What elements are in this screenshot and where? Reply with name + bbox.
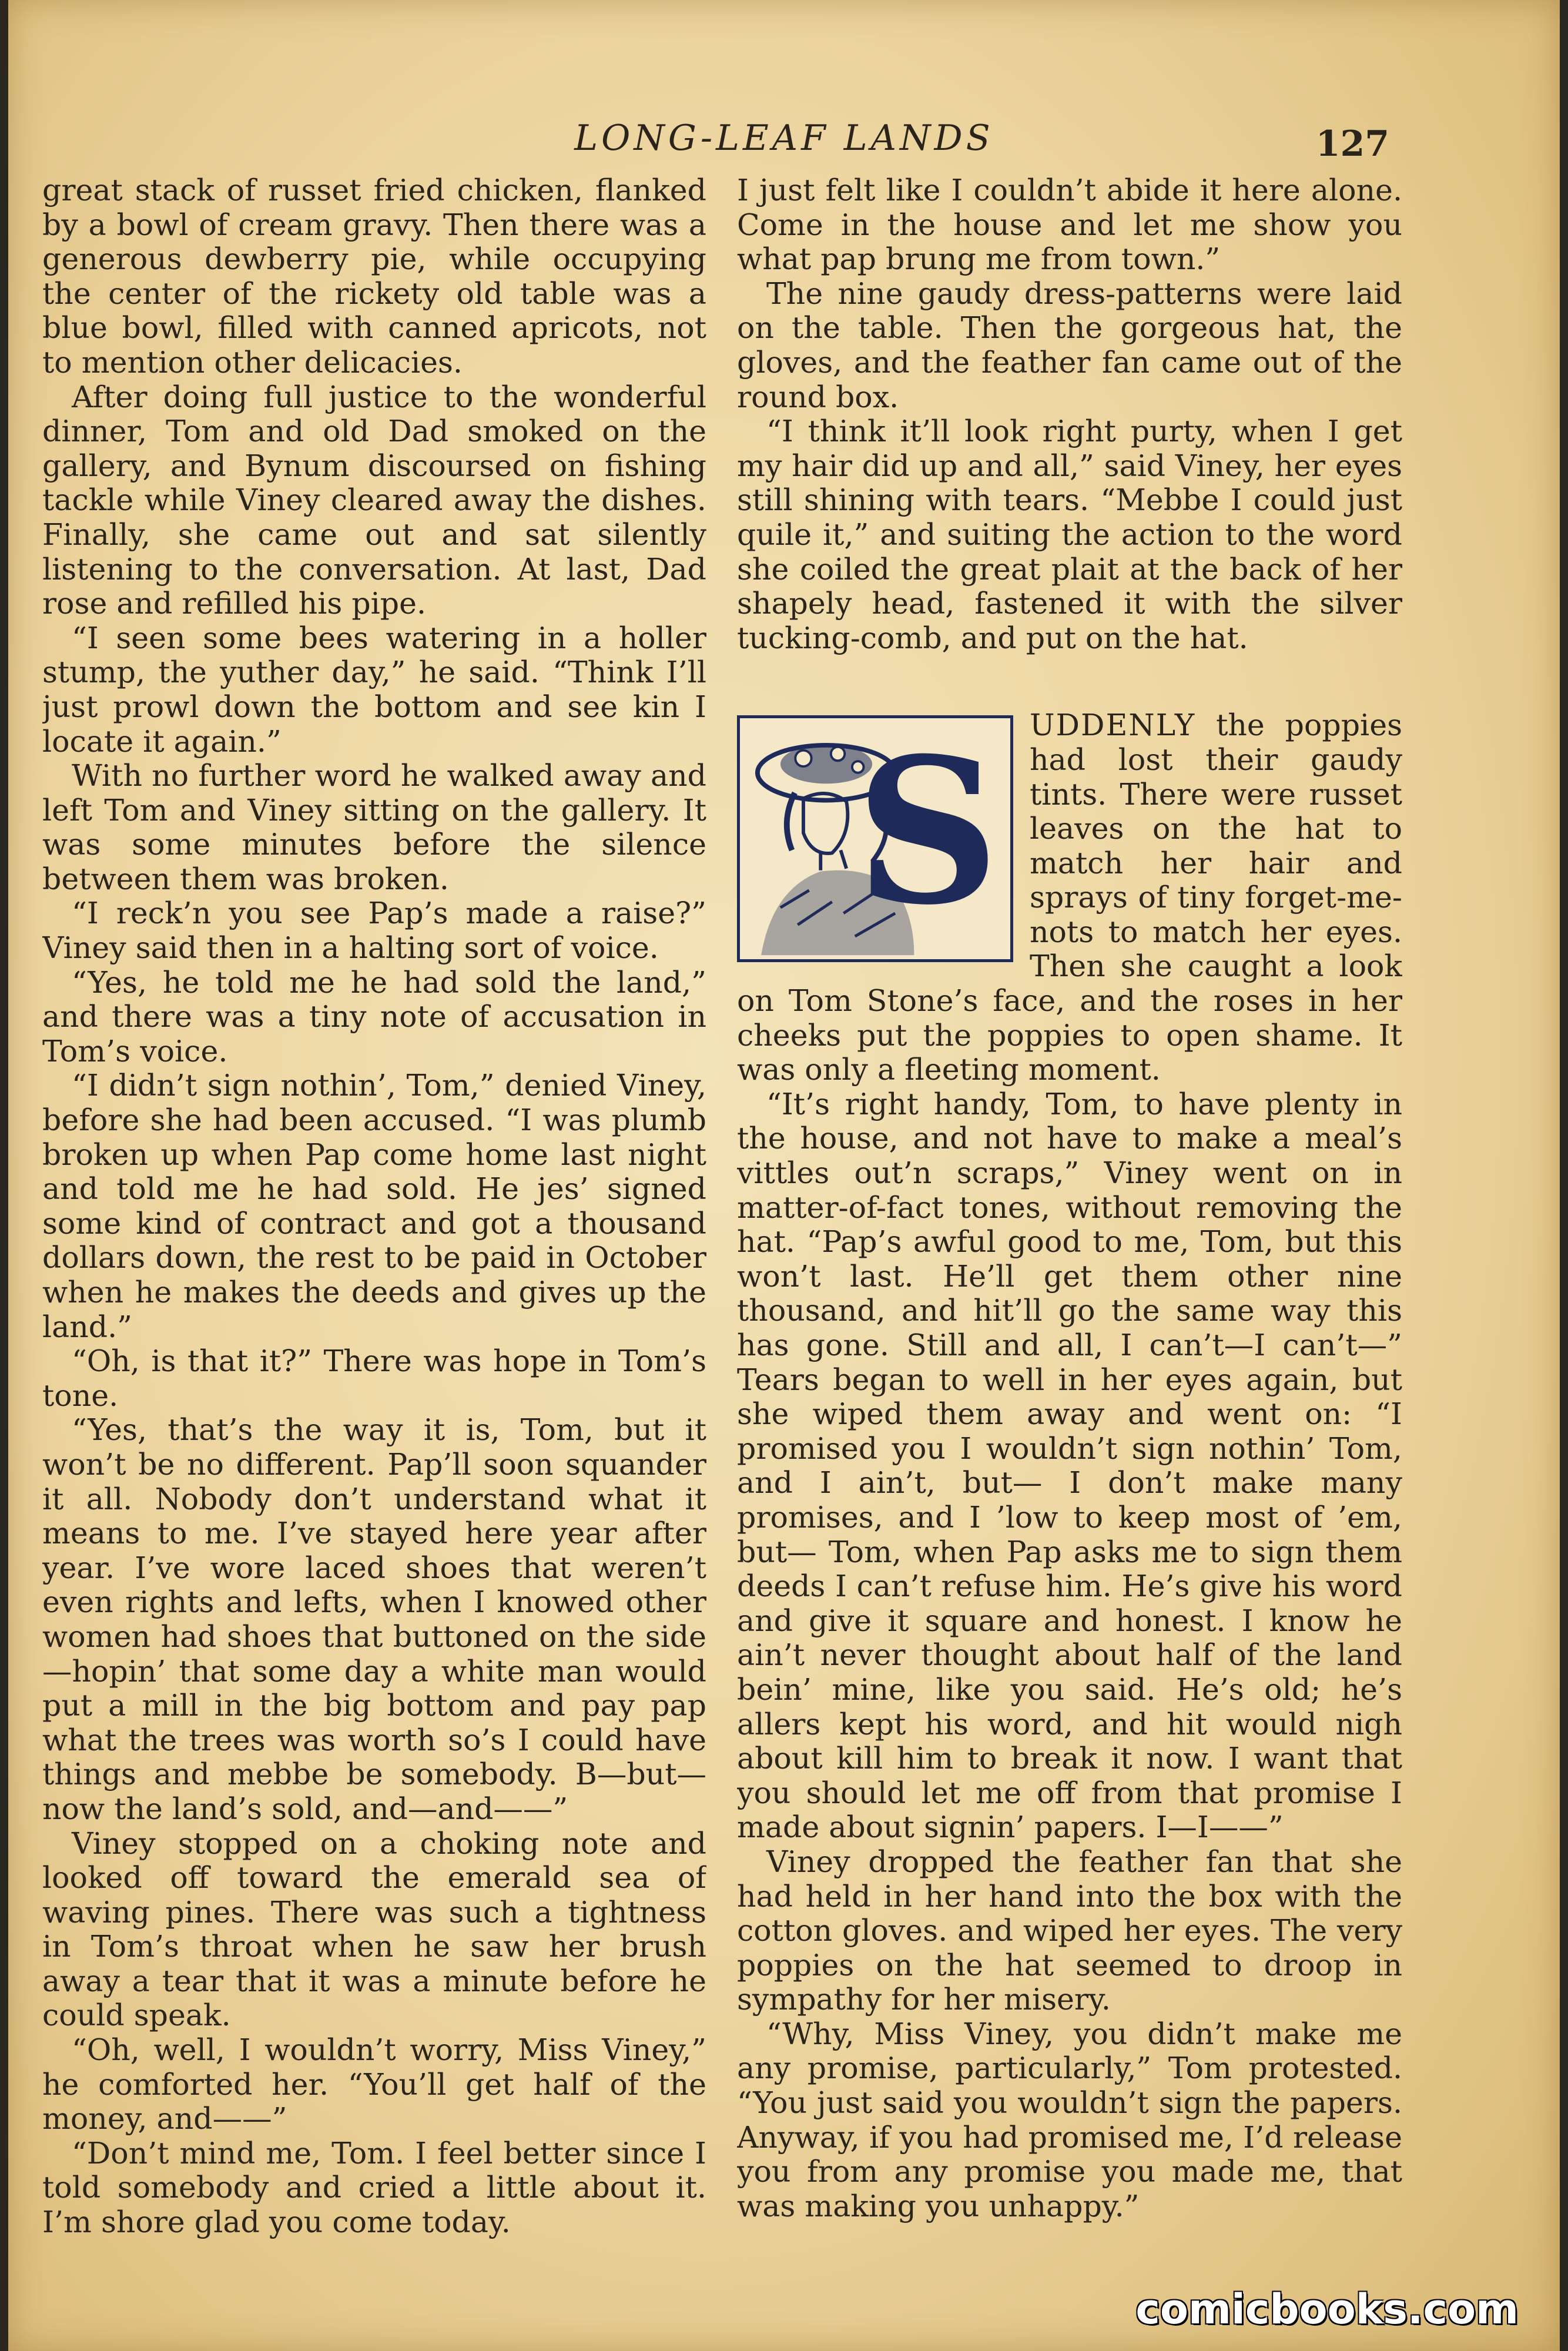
dropcap-letter: S — [855, 715, 1000, 950]
watermark: comicbooks.com — [1135, 2285, 1519, 2333]
illustrated-initial — [737, 715, 1013, 962]
paragraph: “Oh, well, I wouldn’t worry, Miss Viney,” he comforted her. “You’ll get half of the money, and——” — [42, 2032, 706, 2136]
dropcap-text: the poppies had lost their gaudy tints. There were russet leaves on the hat to match her hair and sprays of tiny forget-me-nots to match her eyes. Then she caught a look on Tom Stone’s face, and the roses in her cheeks put the poppies to open shame. It was only a fleeting moment. — [737, 708, 1402, 1087]
paragraph: “Don’t mind me, Tom. I feel better since I told somebody and cried a little about it. I’m shore glad you come today. — [42, 2135, 706, 2240]
paragraph: Viney stopped on a choking note and looked off toward the emerald sea of waving pines. There was such a tightness in Tom’s throat when he saw her brush away a tear that it was a minute before he could speak. — [42, 1826, 706, 2033]
paragraph: “I didn’t sign nothin’, Tom,” denied Viney, before she had been accused. “I was plumb broken up when Pap come home last night and told me he had sold. He jes’ signed some kind of contract and got a thousand dollars down, the rest to be paid in October when he makes the deeds and gives up the land.” — [42, 1068, 706, 1344]
right-column — [737, 173, 1402, 2319]
paragraph: “Oh, is that it?” There was hope in Tom’s tone. — [42, 1344, 706, 1413]
paragraph: With no further word he walked away and left Tom and Viney sitting on the gallery. It was some minutes before the silence between them was broken. — [42, 758, 706, 896]
paragraph: “I think it’ll look right purty, when I get my hair did up and all,” said Viney, her eyes still shining with tears. “Mebbe I could just quile it,” and suiting the action to the word she coiled the great plait at the back of her shapely head, fastened it with the silver tucking-comb, and put on the hat. — [737, 414, 1402, 655]
paragraph: “Yes, he told me he had sold the land,” and there was a tiny note of accusation in Tom’s voice. — [42, 964, 706, 1069]
dropcap-paragraph — [737, 708, 1402, 1087]
running-title: LONG-LEAF LANDS — [574, 118, 994, 159]
paragraph: great stack of russet fried chicken, flanked by a bowl of cream gravy. Then there was a generous dewberry pie, while occupying the center of the rickety old table was a blue bowl, filled with canned apricots, not to mention other delicacies. — [42, 173, 706, 380]
page-header — [8, 118, 1560, 170]
dropcap-caps-word: UDDENLY — [1030, 708, 1196, 743]
left-column — [42, 173, 706, 2319]
paragraph: “Yes, that’s the way it is, Tom, but it won’t be no different. Pap’ll soon squander it all. Nobody don’t understand what it means to me. I’ve stayed here year after year. I’ve wore laced shoes that weren’t even rights and lefts, when I knowed other women had shoes that buttoned on the side—hopin’ that some day a white man would put a mill in the big bottom and pay pap what the trees was worth so’s I could have things and mebbe be somebody. B—but—now the land’s sold, and—and——” — [42, 1412, 706, 1826]
paragraph: “I seen some bees watering in a holler stump, the yuther day,” he said. “Think I’ll just prowl down the bottom and see kin I locate it again.” — [42, 620, 706, 759]
paragraph: “It’s right handy, Tom, to have plenty in the house, and not have to make a meal’s vittles out’n scraps,” Viney went on in matter-of-fact tones, without removing the hat. “Pap’s awful good to me, Tom, but this won’t last. He’ll get them other nine thousand, and hit’ll go the same way this has gone. Still and all, I can’t—I can’t—” Tears began to well in her eyes again, but she wiped them away and went on: “I promised you I wouldn’t sign nothin’ Tom, and I ain’t, but— I don’t make many promises, and I ’low to keep most of ’em, but— Tom, when Pap asks me to sign them deeds I can’t refuse him. He’s give his word and give it square and honest. I know he ain’t never thought about half of the land bein’ mine, like you said. He’s old; he’s allers kept his word, and hit would nigh about kill him to break it now. I want that you should let me off from that promise I made about signin’ papers. I—I——” — [737, 1086, 1402, 1845]
paragraph: After doing full justice to the wonderful dinner, Tom and old Dad smoked on the gallery, and Bynum discoursed on fishing tackle while Viney cleared away the dishes. Finally, she came out and sat silently listening to the conversation. At last, Dad rose and refilled his pipe. — [42, 379, 706, 621]
paragraph: Viney dropped the feather fan that she had held in her hand into the box with the cotton gloves. and wiped her eyes. The very poppies on the hat seemed to droop in sympathy for her misery. — [737, 1844, 1402, 2017]
page-number: 127 — [1315, 123, 1389, 165]
paragraph: “Why, Miss Viney, you didn’t make me any promise, particularly,” Tom protested. “You just said you wouldn’t sign the papers. Anyway, if you had promised me, I’d release you from any promise you made me, that was making you unhappy.” — [737, 2016, 1402, 2223]
paragraph: The nine gaudy dress-patterns were laid on the table. Then the gorgeous hat, the gloves, and the feather fan came out of the round box. — [737, 276, 1402, 414]
paragraph: I just felt like I couldn’t abide it here alone. Come in the house and let me show you what pap brung me from town.” — [737, 173, 1402, 277]
paragraph: “I reck’n you see Pap’s made a raise?” Viney said then in a halting sort of voice. — [42, 896, 706, 966]
magazine-page — [8, 0, 1560, 2351]
